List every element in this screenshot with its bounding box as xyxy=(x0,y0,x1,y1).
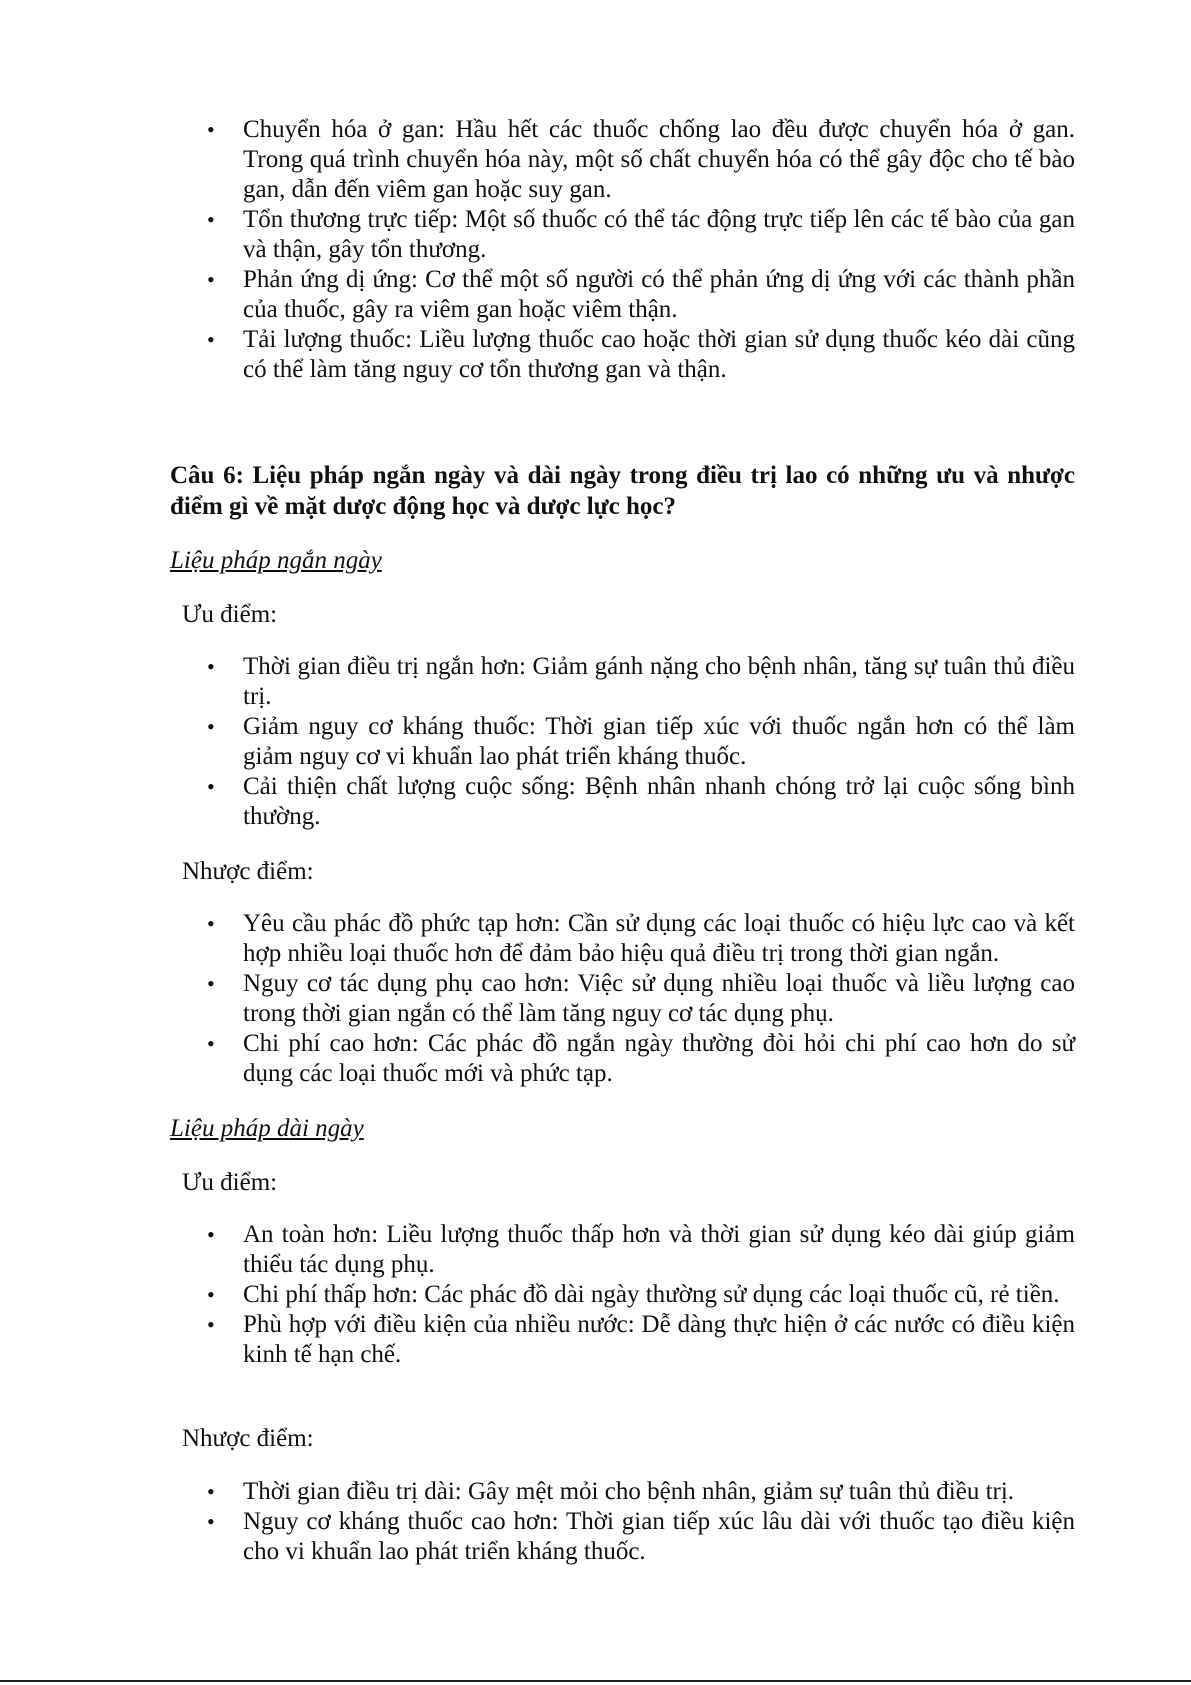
long-term-title: Liệu pháp dài ngày xyxy=(170,1115,364,1142)
list-item xyxy=(170,1220,1075,1280)
list-item xyxy=(170,265,1075,325)
short-term-disadvantages-label: Nhược điểm: xyxy=(182,858,314,885)
list-item-text: Phù hợp với điều kiện của nhiều nước: Dễ dàng thực hiện ở các nước có điều kiện kinh tế hạn chế. xyxy=(243,1311,1075,1368)
short-term-title: Liệu pháp ngắn ngày xyxy=(170,547,382,574)
list-item-text: Tổn thương trực tiếp: Một số thuốc có thể tác động trực tiếp lên các tế bào của gan và thận, gây tổn thương. xyxy=(243,206,1075,263)
list-item-text: Nguy cơ kháng thuốc cao hơn: Thời gian tiếp xúc lâu dài với thuốc tạo điều kiện cho vi khuẩn lao phát triển kháng thuốc. xyxy=(243,1508,1075,1565)
short-term-advantages-list xyxy=(170,652,1075,832)
list-item xyxy=(170,1280,1075,1310)
list-item xyxy=(170,712,1075,772)
list-item-text: Cải thiện chất lượng cuộc sống: Bệnh nhân nhanh chóng trở lại cuộc sống bình thường. xyxy=(243,773,1075,830)
bullet-icon: • xyxy=(207,117,215,142)
long-term-advantages-label: Ưu điểm: xyxy=(182,1169,278,1196)
list-item-text: Thời gian điều trị ngắn hơn: Giảm gánh nặng cho bệnh nhân, tăng sự tuân thủ điều trị. xyxy=(243,653,1075,710)
long-term-advantages-list xyxy=(170,1220,1075,1370)
list-item xyxy=(170,1029,1075,1089)
list-item xyxy=(170,969,1075,1029)
bullet-icon: • xyxy=(207,654,215,679)
bullet-icon: • xyxy=(207,714,215,739)
long-term-disadvantages-label: Nhược điểm: xyxy=(182,1425,314,1452)
page-bottom-rule xyxy=(0,1680,1191,1682)
list-item-text: Yêu cầu phác đồ phức tạp hơn: Cần sử dụng các loại thuốc có hiệu lực cao và kết hợp nhiều loại thuốc hơn để đảm bảo hiệu quả điều trị trong thời gian ngắn. xyxy=(243,910,1075,967)
list-item-text: Chi phí thấp hơn: Các phác đồ dài ngày thường sử dụng các loại thuốc cũ, rẻ tiền. xyxy=(243,1281,1060,1308)
bullet-icon: • xyxy=(207,971,215,996)
bullet-icon: • xyxy=(207,267,215,292)
bullet-icon: • xyxy=(207,327,215,352)
list-item xyxy=(170,325,1075,385)
bullet-icon: • xyxy=(207,1031,215,1056)
list-item-text: Giảm nguy cơ kháng thuốc: Thời gian tiếp xúc với thuốc ngắn hơn có thể làm giảm nguy cơ vi khuẩn lao phát triển kháng thuốc. xyxy=(243,713,1075,770)
list-item xyxy=(170,909,1075,969)
short-term-disadvantages-list xyxy=(170,909,1075,1089)
list-item-text: Chi phí cao hơn: Các phác đồ ngắn ngày thường đòi hỏi chi phí cao hơn do sử dụng các loại thuốc mới và phức tạp. xyxy=(243,1030,1075,1087)
list-item xyxy=(170,1507,1075,1567)
question-heading: Câu 6: Liệu pháp ngắn ngày và dài ngày trong điều trị lao có những ưu và nhược điểm gì về mặt dược động học và dược lực học? xyxy=(170,462,1075,520)
list-item-text: Thời gian điều trị dài: Gây mệt mỏi cho bệnh nhân, giảm sự tuân thủ điều trị. xyxy=(243,1478,1015,1505)
list-item xyxy=(170,652,1075,712)
bullet-icon: • xyxy=(207,207,215,232)
list-item-text: An toàn hơn: Liều lượng thuốc thấp hơn và thời gian sử dụng kéo dài giúp giảm thiểu tác dụng phụ. xyxy=(243,1221,1075,1278)
list-item-text: Chuyển hóa ở gan: Hầu hết các thuốc chống lao đều được chuyển hóa ở gan. Trong quá trình chuyển hóa này, một số chất chuyển hóa có thể gây độc cho tế bào gan, dẫn đến viêm gan hoặc suy gan. xyxy=(243,116,1075,203)
list-item xyxy=(170,115,1075,205)
bullet-icon: • xyxy=(207,911,215,936)
list-item xyxy=(170,205,1075,265)
list-item xyxy=(170,1310,1075,1370)
list-item xyxy=(170,1477,1075,1507)
long-term-disadvantages-list xyxy=(170,1477,1075,1567)
bullet-icon: • xyxy=(207,1282,215,1307)
bullet-icon: • xyxy=(207,1509,215,1534)
list-item xyxy=(170,772,1075,832)
bullet-icon: • xyxy=(207,1222,215,1247)
bullet-icon: • xyxy=(207,1479,215,1504)
list-item-text: Phản ứng dị ứng: Cơ thể một số người có thể phản ứng dị ứng với các thành phần của thuốc, gây ra viêm gan hoặc viêm thận. xyxy=(243,266,1075,323)
bullet-icon: • xyxy=(207,1312,215,1337)
intro-bullet-list xyxy=(170,115,1075,385)
short-term-advantages-label: Ưu điểm: xyxy=(182,601,278,628)
bullet-icon: • xyxy=(207,774,215,799)
list-item-text: Nguy cơ tác dụng phụ cao hơn: Việc sử dụng nhiều loại thuốc và liều lượng cao trong thời gian ngắn có thể làm tăng nguy cơ tác dụng phụ. xyxy=(243,970,1075,1027)
list-item-text: Tải lượng thuốc: Liều lượng thuốc cao hoặc thời gian sử dụng thuốc kéo dài cũng có thể làm tăng nguy cơ tổn thương gan và thận. xyxy=(243,326,1075,383)
